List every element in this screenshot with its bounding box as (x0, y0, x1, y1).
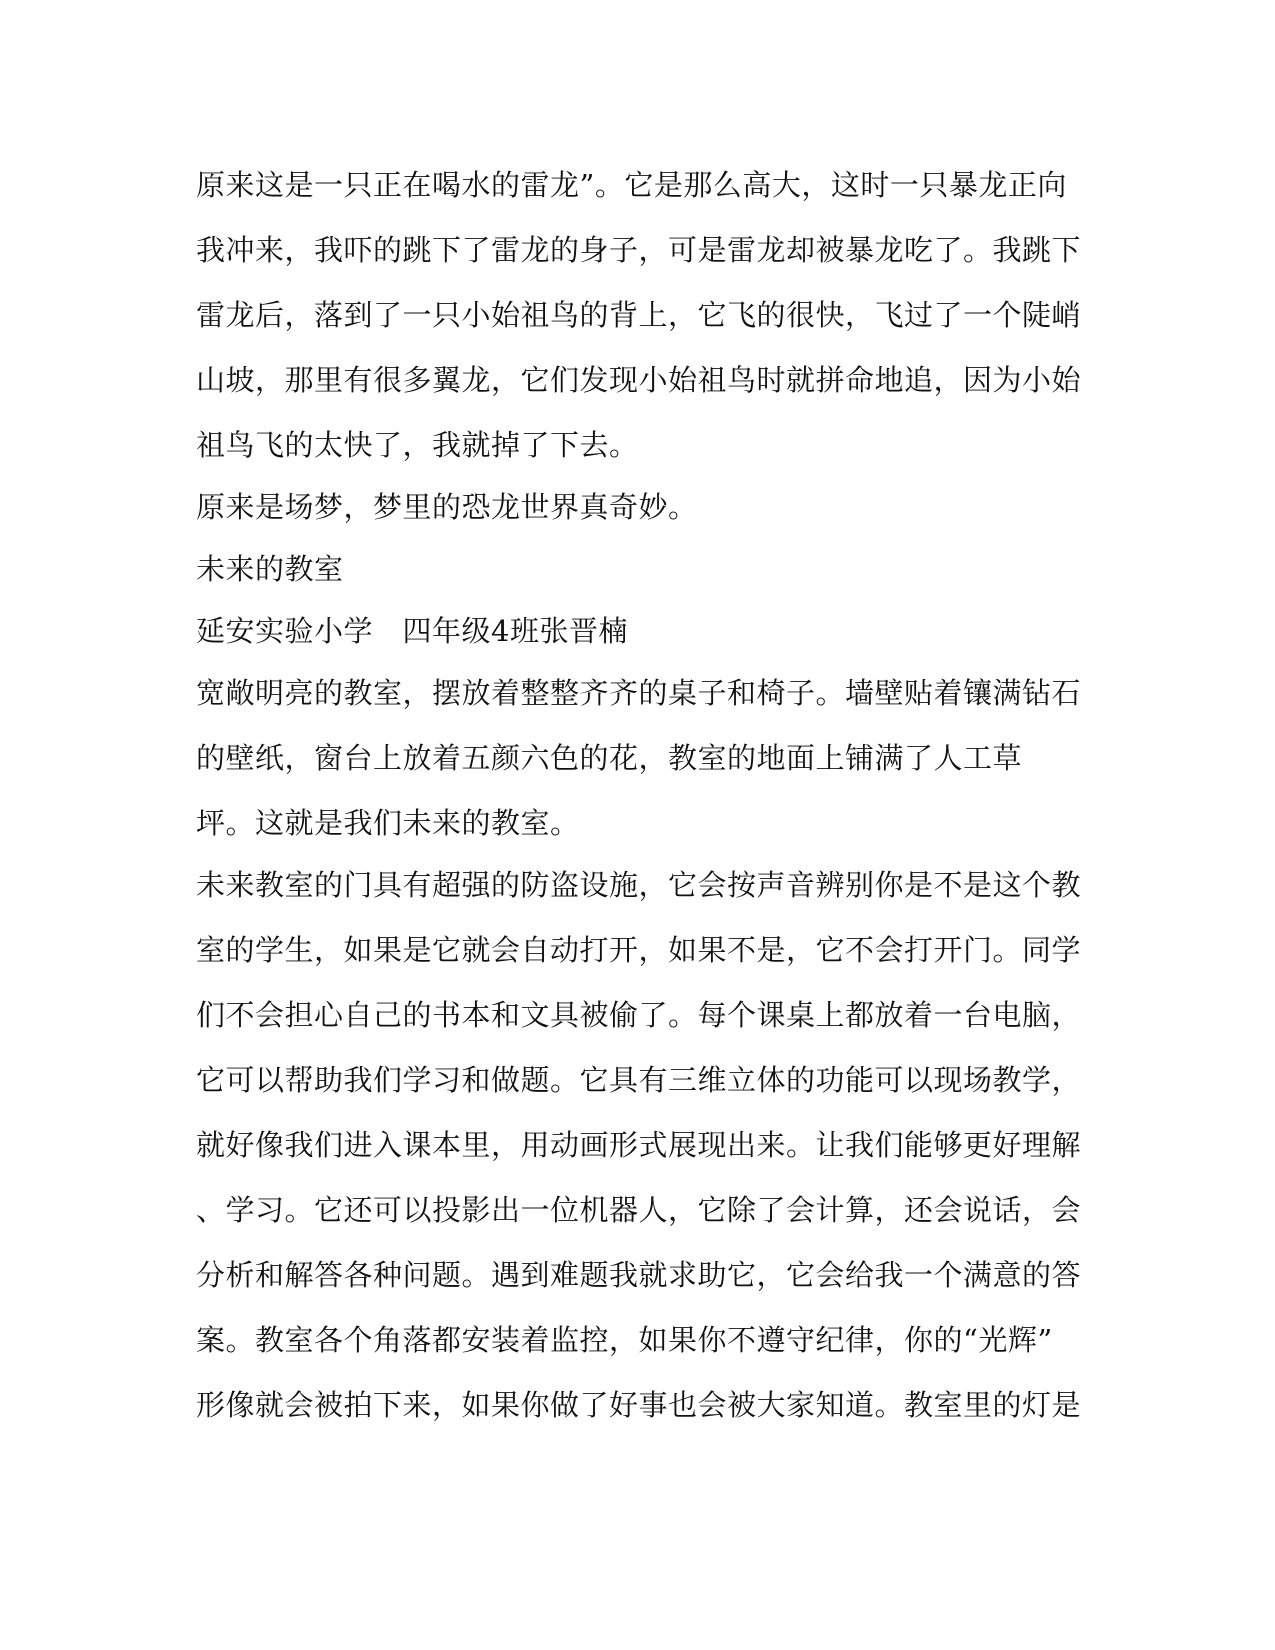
text-line: 室的学生，如果是它就会自动打开，如果不是，它不会打开门。同学 (196, 933, 1082, 967)
text-line: 我冲来，我吓的跳下了雷龙的身子，可是雷龙却被暴龙吃了。我跳下 (196, 233, 1082, 267)
text-line: 们不会担心自己的书本和文具被偷了。每个课桌上都放着一台电脑， (196, 998, 1082, 1032)
section-title: 未来的教室 (196, 552, 344, 586)
text-line: 就好像我们进入课本里，用动画形式展现出来。让我们能够更好理解 (196, 1128, 1082, 1162)
text-line: 未来教室的门具有超强的防盗设施，它会按声音辨别你是不是这个教 (196, 868, 1082, 902)
text-line: 、学习。它还可以投影出一位机器人，它除了会计算，还会说话，会 (196, 1193, 1082, 1227)
text-line: 山坡，那里有很多翼龙，它们发现小始祖鸟时就拼命地追，因为小始 (196, 363, 1082, 397)
text-line: 形像就会被拍下来，如果你做了好事也会被大家知道。教室里的灯是 (196, 1388, 1082, 1422)
text-line: 雷龙后，落到了一只小始祖鸟的背上，它飞的很快，飞过了一个陡峭 (196, 298, 1082, 332)
text-line: 原来这是一只正在喝水的雷龙”。它是那么高大，这时一只暴龙正向 (196, 168, 1067, 202)
text-line: 宽敞明亮的教室，摆放着整整齐齐的桌子和椅子。墙壁贴着镶满钻石 (196, 676, 1082, 710)
text-line: 它可以帮助我们学习和做题。它具有三维立体的功能可以现场教学， (196, 1063, 1082, 1097)
text-line: 祖鸟飞的太快了，我就掉了下去。 (196, 428, 639, 462)
text-line: 案。教室各个角落都安装着监控，如果你不遵守纪律，你的“光辉” (196, 1323, 1053, 1357)
author-line: 延安实验小学 四年级4班张晋楠 (196, 614, 628, 648)
text-line: 分析和解答各种问题。遇到难题我就求助它，它会给我一个满意的答 (196, 1258, 1082, 1292)
text-line: 的壁纸，窗台上放着五颜六色的花，教室的地面上铺满了人工草 (196, 741, 1023, 775)
text-line: 原来是场梦，梦里的恐龙世界真奇妙。 (196, 490, 698, 524)
text-line: 坪。这就是我们未来的教室。 (196, 806, 580, 840)
